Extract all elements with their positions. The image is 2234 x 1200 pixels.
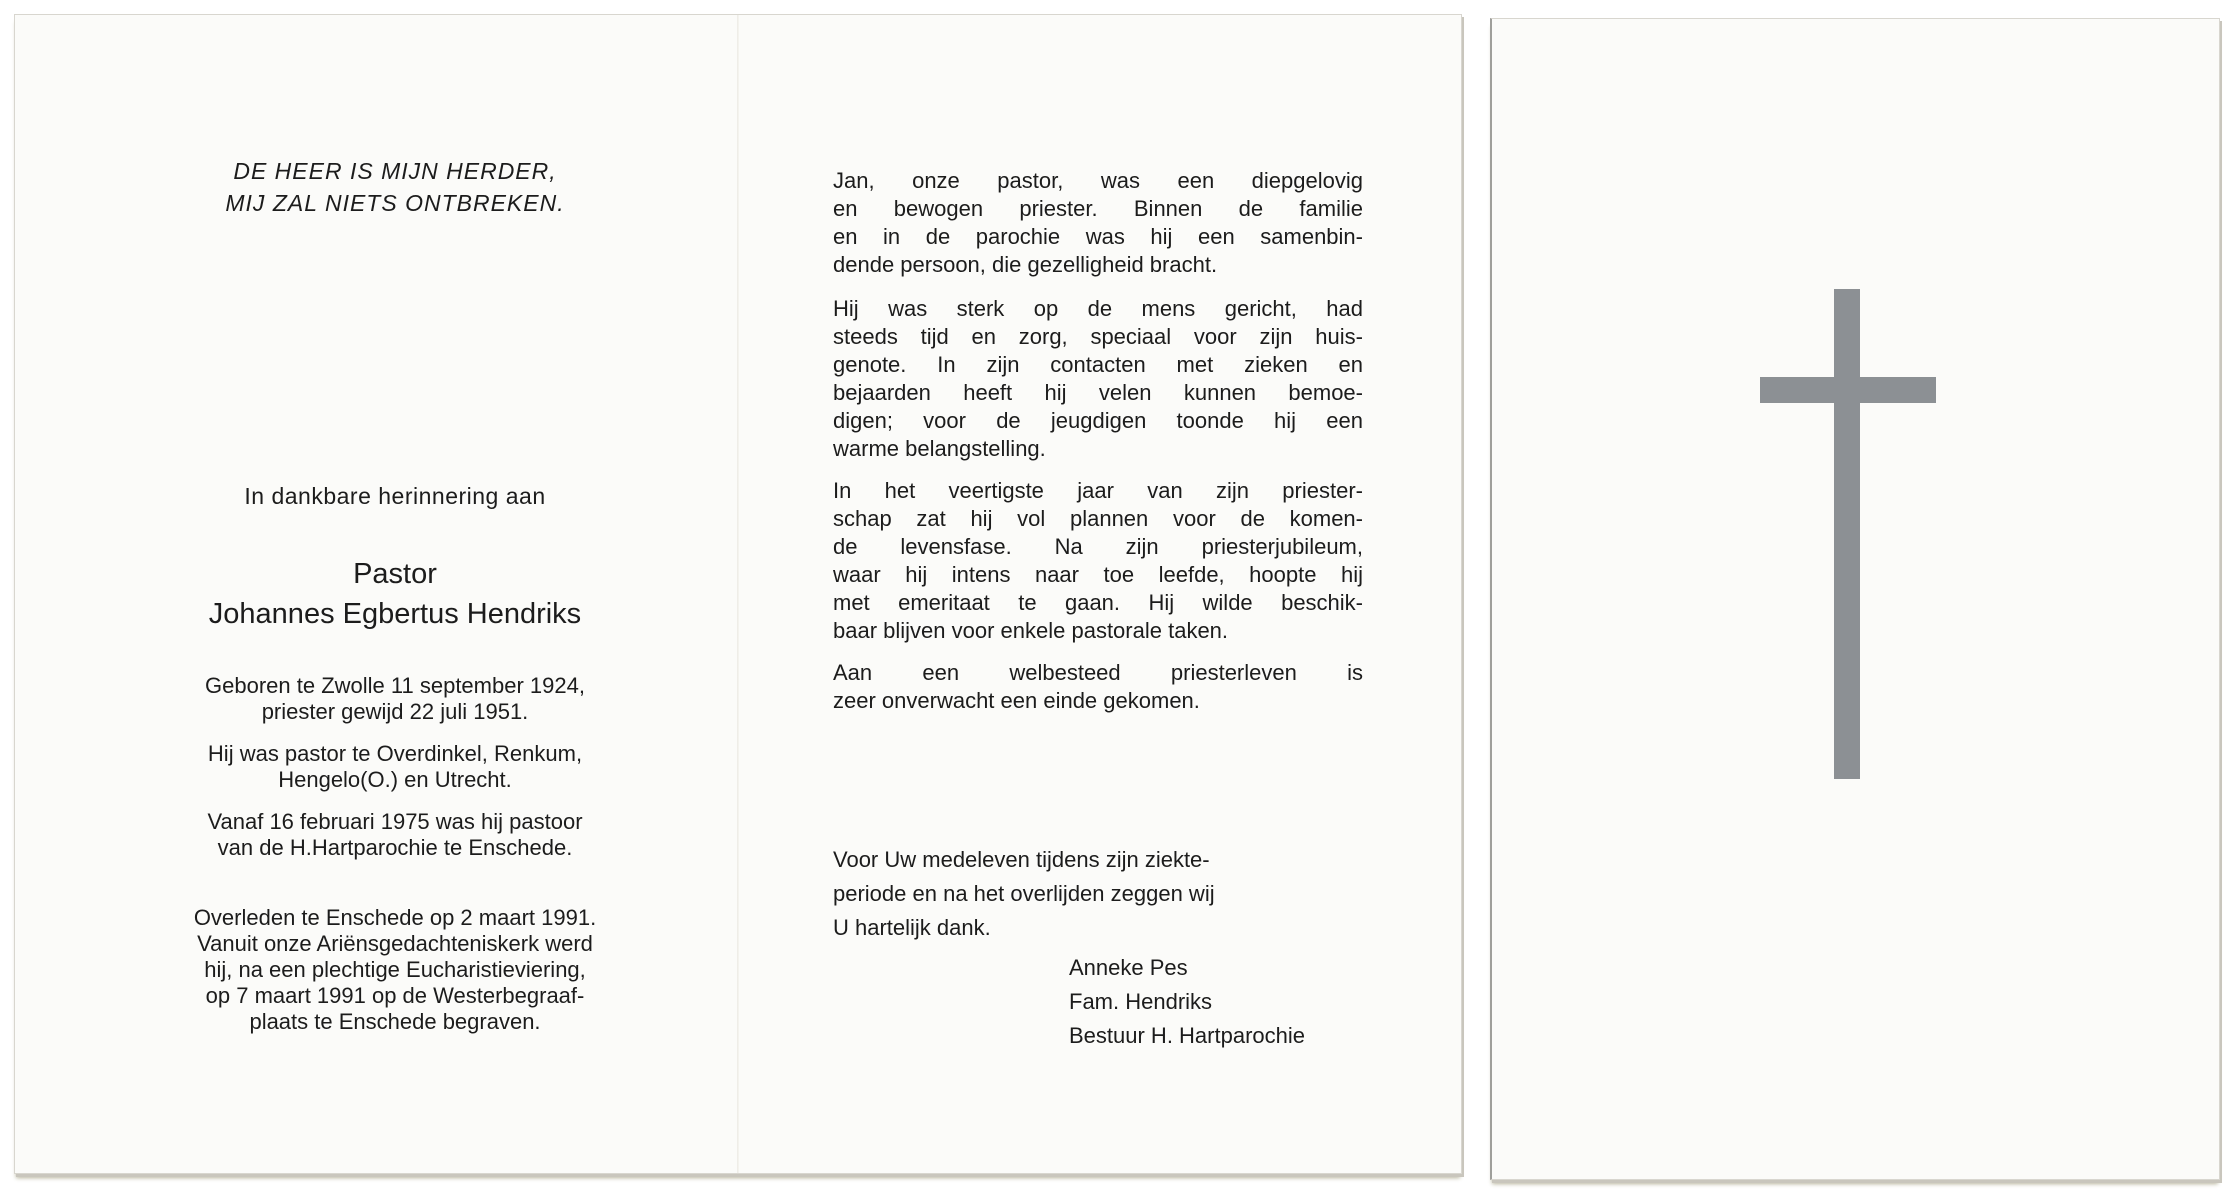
bio-line: Vanaf 16 februari 1975 was hij pastoor [207,809,583,834]
tribute-line: dende persoon, die gezelligheid bracht. [833,252,1218,277]
bio-line: priester gewijd 22 juli 1951. [261,699,529,724]
bio-line: plaats te Enschede begraven. [249,1009,541,1034]
tribute-line: Aan een welbesteed priesterleven is [833,660,1363,685]
biography-birth [15,673,775,725]
cross-vertical-beam [1834,289,1860,779]
memorial-card-front [1490,18,2220,1180]
biography-pastoor [15,809,775,861]
bio-line: Geboren te Zwolle 11 september 1924, [205,673,585,698]
bio-line: Overleden te Enschede op 2 maart 1991. [193,905,597,930]
deceased-name: Johannes Egbertus Hendriks [208,598,582,630]
bio-line: hij, na een plechtige Eucharistieviering, [204,957,586,982]
memorial-card-inside [14,14,1462,1174]
thanks-line: periode en na het overlijden zeggen wij [833,881,1215,906]
signature-family: Fam. Hendriks [1069,989,1213,1014]
tribute-line: met emeritaat te gaan. Hij wilde beschik- [833,590,1363,615]
thanks-line: U hartelijk dank. [833,915,991,940]
cross-horizontal-beam [1760,377,1936,403]
motto-line: MIJ ZAL NIETS ONTBREKEN. [225,190,565,216]
tribute-line: genote. In zijn contacten met zieken en [833,352,1363,377]
deceased-title: Pastor [353,558,437,590]
tribute-line: Jan, onze pastor, was een diepgelovig [833,168,1363,193]
tribute-line: steeds tijd en zorg, speciaal voor zijn huis- [833,324,1363,349]
tribute-line: schap zat hij vol plannen voor de komen- [833,506,1363,531]
tribute-paragraph [833,167,1363,279]
dedication: In dankbare herinnering aan [244,483,546,509]
right-panel [739,15,1461,1173]
bio-line: Vanuit onze Ariënsgedachteniskerk werd [197,931,593,956]
tribute-line: en in de parochie was hij een samenbin- [833,224,1363,249]
tribute-line: In het veertigste jaar van zijn priester- [833,478,1363,503]
tribute-paragraph [833,659,1363,715]
bio-line: Hij was pastor te Overdinkel, Renkum, [207,741,583,766]
tribute-line: warme belangstelling. [833,436,1046,461]
signature-anneke-pes: Anneke Pes [1069,955,1188,980]
left-panel [15,15,737,1173]
tribute-line: en bewogen priester. Binnen de familie [833,196,1363,221]
tribute-line: digen; voor de jeugdigen toonde hij een [833,408,1363,433]
motto [15,155,775,219]
tribute-line: de levensfase. Na zijn priesterjubileum, [833,534,1363,559]
tribute-line: bejaarden heeft hij velen kunnen bemoe- [833,380,1363,405]
biography-death [15,905,775,1035]
tribute-paragraph [833,295,1363,463]
signature-parish-board: Bestuur H. Hartparochie [1069,1023,1305,1048]
tribute-line: baar blijven voor enkele pastorale taken. [833,618,1229,643]
biography-parishes [15,741,775,793]
bio-line: van de H.Hartparochie te Enschede. [217,835,573,860]
thanks-line: Voor Uw medeleven tijdens zijn ziekte- [833,847,1210,872]
tribute-line: waar hij intens naar toe leefde, hoopte hij [833,562,1363,587]
cross-icon [1760,289,1936,779]
tribute-paragraph [833,477,1363,645]
bio-line: op 7 maart 1991 op de Westerbegraaf- [205,983,585,1008]
tribute-line: Hij was sterk op de mens gericht, had [833,296,1363,321]
motto-line: DE HEER IS MIJN HERDER, [233,158,557,184]
bio-line: Hengelo(O.) en Utrecht. [278,767,512,792]
thank-you-note [833,843,1373,945]
tribute-line: zeer onverwacht een einde gekomen. [833,688,1200,713]
